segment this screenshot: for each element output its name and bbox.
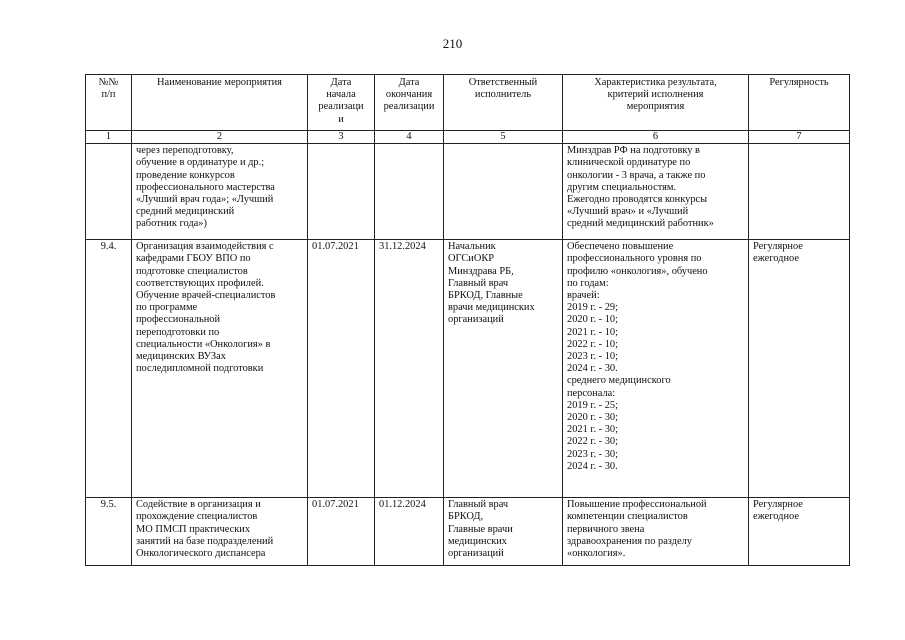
row-responsible: Главный врач БРКОД, Главные врачи медицинских организаций <box>444 498 563 566</box>
row-activity-name: через переподготовку, обучение в ординатуре и др.; проведение конкурсов профессионального мастерства «Лучший врач года»; «Лучший средний медицинский работник года») <box>132 144 308 240</box>
row-number: 9.5. <box>86 498 132 566</box>
header-start-date: Дата начала реализаци и <box>308 75 375 131</box>
row-activity-name: Содействие в организация и прохождение специалистов МО ПМСП практических занятий на базе подразделений Онкологического диспансера <box>132 498 308 566</box>
row-start-date: 01.07.2021 <box>308 240 375 498</box>
row-regularity: Регулярное ежегодное <box>749 498 850 566</box>
row-result: Обеспечено повышение профессионального уровня по профилю «онкология», обучено по годам: врачей: 2019 г. - 29; 2020 г. - 10; 2021 г. - 10; 2022 г. - 10; 2023 г. - 10; 2024 г. - 30. среднего медицинского персонала: 2019 г. - 25; 2020 г. - 30; 2021 г. - 30; 2022 г. - 30; 2023 г. - 30; 2024 г. - 30. <box>563 240 749 498</box>
column-number: 3 <box>308 131 375 144</box>
row-regularity: Регулярное ежегодное <box>749 240 850 498</box>
header-end-date: Дата окончания реализации <box>375 75 444 131</box>
column-number-row <box>86 131 850 144</box>
row-result: Повышение профессиональной компетенции специалистов первичного звена здравоохранения по разделу «онкология». <box>563 498 749 566</box>
row-result: Минздрав РФ на подготовку в клинической ординатуре по онкологии - 3 врача, а также по другим специальностям. Ежегодно проводятся конкурсы «Лучший врач» и «Лучший средний медицинский работник» <box>563 144 749 240</box>
column-number: 2 <box>132 131 308 144</box>
column-number: 4 <box>375 131 444 144</box>
header-number: №№ п/п <box>86 75 132 131</box>
column-number: 1 <box>86 131 132 144</box>
row-start-date <box>308 144 375 240</box>
page-number: 210 <box>442 36 463 51</box>
header-row <box>86 75 850 131</box>
column-number: 7 <box>749 131 850 144</box>
row-number <box>86 144 132 240</box>
row-regularity <box>749 144 850 240</box>
row-activity-name: Организация взаимодействия с кафедрами ГБОУ ВПО по подготовке специалистов соответствующих профилей. Обучение врачей-специалистов по программе профессиональной переподготовки по специальности «Онкология» в медицинских ВУЗах последипломной подготовки <box>132 240 308 498</box>
row-responsible <box>444 144 563 240</box>
header-responsible: Ответственный исполнитель <box>444 75 563 131</box>
header-name: Наименование мероприятия <box>132 75 308 131</box>
activities-table <box>85 74 850 566</box>
table-row <box>86 240 850 498</box>
table-row <box>86 498 850 566</box>
row-end-date: 31.12.2024 <box>375 240 444 498</box>
column-number: 6 <box>563 131 749 144</box>
row-end-date <box>375 144 444 240</box>
row-end-date: 01.12.2024 <box>375 498 444 566</box>
header-regularity: Регулярность <box>749 75 850 131</box>
column-number: 5 <box>444 131 563 144</box>
row-start-date: 01.07.2021 <box>308 498 375 566</box>
table-row <box>86 144 850 240</box>
header-result: Характеристика результата, критерий исполнения мероприятия <box>563 75 749 131</box>
row-responsible: Начальник ОГСиОКР Минздрава РБ, Главный врач БРКОД, Главные врачи медицинских организаций <box>444 240 563 498</box>
row-number: 9.4. <box>86 240 132 498</box>
